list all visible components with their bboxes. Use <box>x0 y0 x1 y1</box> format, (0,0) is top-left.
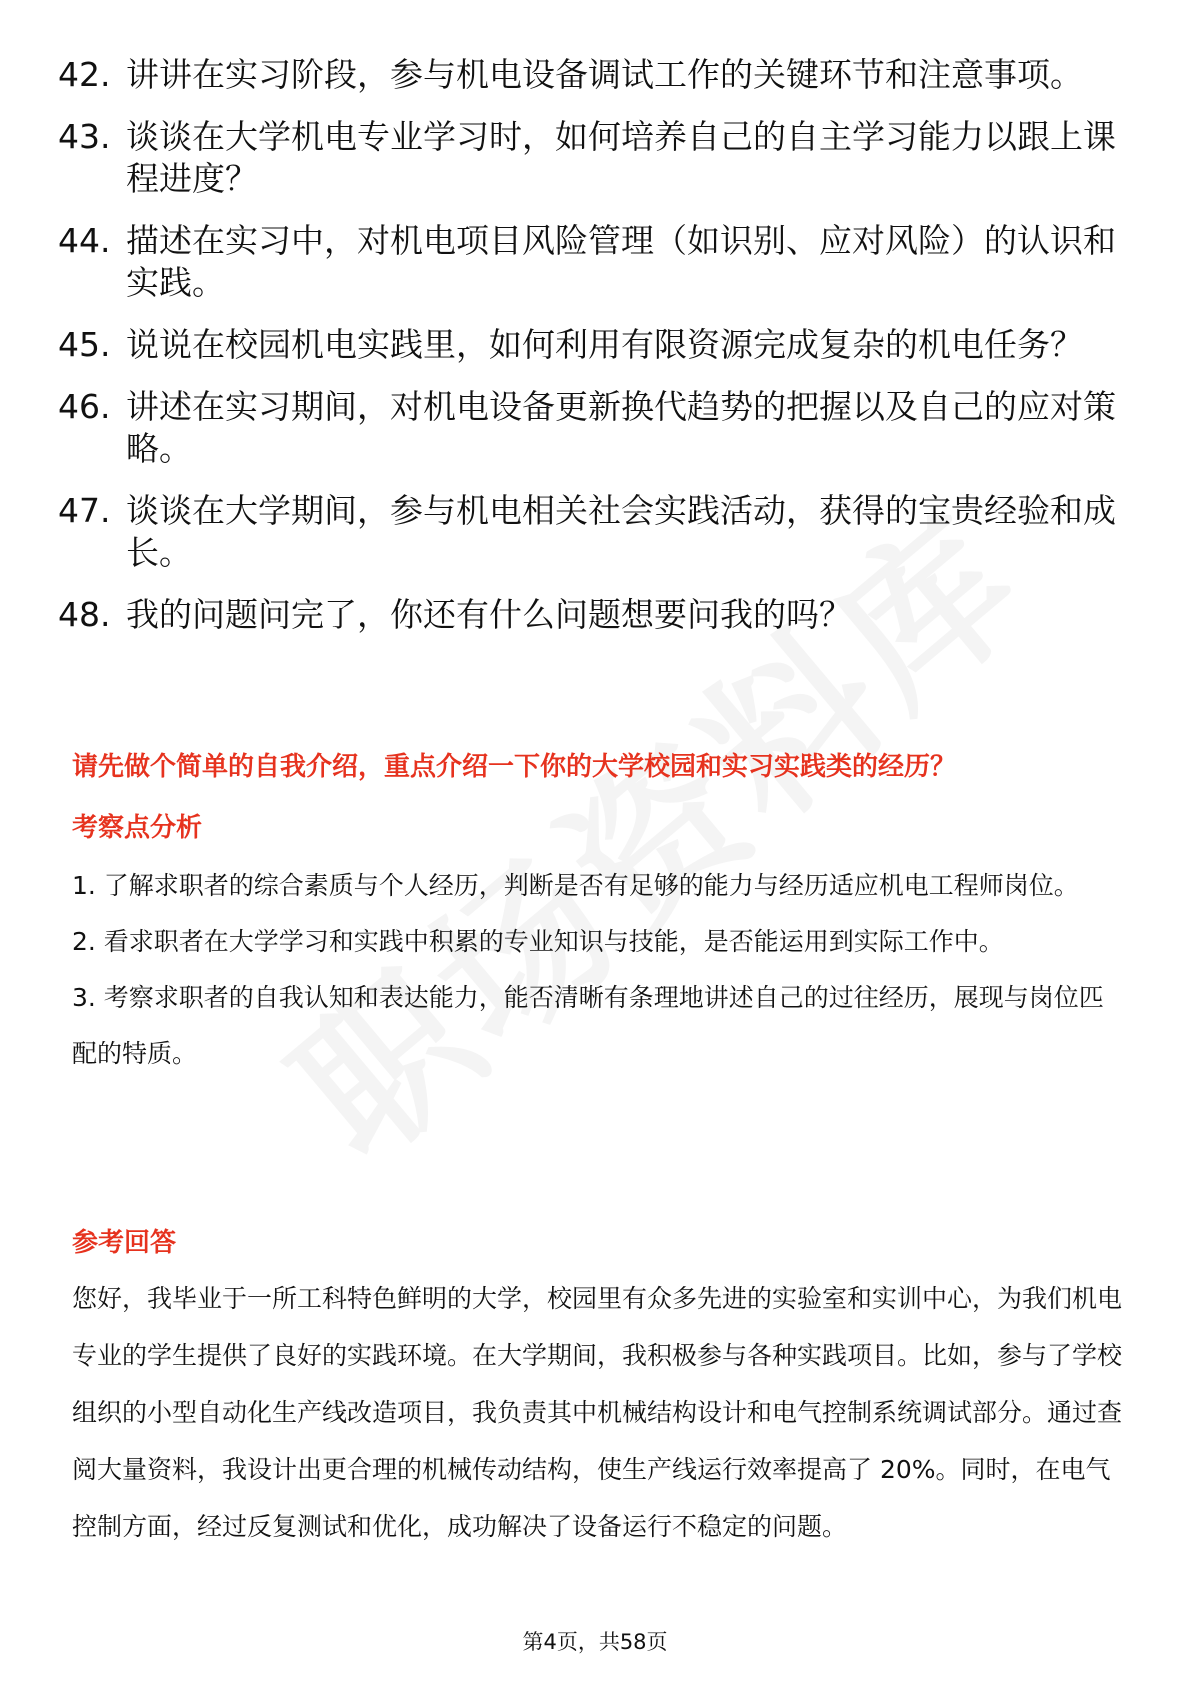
question-text: 讲述在实习期间，对机电设备更新换代趋势的把握以及自己的应对策略。 <box>126 387 1116 468</box>
question-number: 46. <box>58 387 111 426</box>
question-text: 讲讲在实习阶段，参与机电设备调试工作的关键环节和注意事项。 <box>126 55 1083 94</box>
list-item <box>58 324 1138 366</box>
question-text: 谈谈在大学期间，参与机电相关社会实践活动，获得的宝贵经验和成长。 <box>126 491 1116 572</box>
list-item <box>58 594 1138 636</box>
list-item <box>58 116 1138 200</box>
question-text: 说说在校园机电实践里，如何利用有限资源完成复杂的机电任务？ <box>126 325 1083 364</box>
analysis-point: 3. 考察求职者的自我认知和表达能力，能否清晰有条理地讲述自己的过往经历，展现与岗位匹配的特质。 <box>72 983 1104 1068</box>
list-item <box>58 54 1138 96</box>
question-number: 48. <box>58 595 111 634</box>
question-text: 谈谈在大学机电专业学习时，如何培养自己的自主学习能力以跟上课程进度？ <box>126 117 1116 198</box>
list-item <box>58 220 1138 304</box>
page-footer: 第4页，共58页 <box>522 1630 668 1654</box>
question-number: 43. <box>58 117 111 156</box>
question-text: 描述在实习中，对机电项目风险管理（如识别、应对风险）的认识和实践。 <box>126 221 1116 302</box>
question-number: 45. <box>58 325 111 364</box>
list-item <box>58 386 1138 470</box>
analysis-point: 2. 看求职者在大学学习和实践中积累的专业知识与技能，是否能运用到实际工作中。 <box>72 927 1004 956</box>
answer-heading: 参考回答 <box>72 1228 177 1258</box>
question-text: 我的问题问完了，你还有什么问题想要问我的吗？ <box>126 595 852 634</box>
question-number: 44. <box>58 221 111 260</box>
featured-question-heading: 请先做个简单的自我介绍，重点介绍一下你的大学校园和实习实践类的经历？ <box>72 752 957 782</box>
answer-body: 您好，我毕业于一所工科特色鲜明的大学，校园里有众多先进的实验室和实训中心，为我们机电专业的学生提供了良好的实践环境。在大学期间，我积极参与各种实践项目。比如，参与了学校组织的小型自动化生产线改造项目，我负责其中机械结构设计和电气控制系统调试部分。通过查阅大量资料，我设计出更合理的机械传动结构，使生产线运行效率提高了 20%。同时，在电气控制方面，经过反复测试和优化，成功解决了设备运行不稳定的问题。 <box>72 1284 1123 1541</box>
question-number: 47. <box>58 491 111 530</box>
analysis-point: 1. 了解求职者的综合素质与个人经历，判断是否有足够的能力与经历适应机电工程师岗位。 <box>72 871 1079 900</box>
analysis-heading: 考察点分析 <box>72 813 203 843</box>
question-list <box>58 54 1138 656</box>
list-item <box>58 490 1138 574</box>
question-number: 42. <box>58 55 111 94</box>
analysis-body <box>72 858 1122 1082</box>
